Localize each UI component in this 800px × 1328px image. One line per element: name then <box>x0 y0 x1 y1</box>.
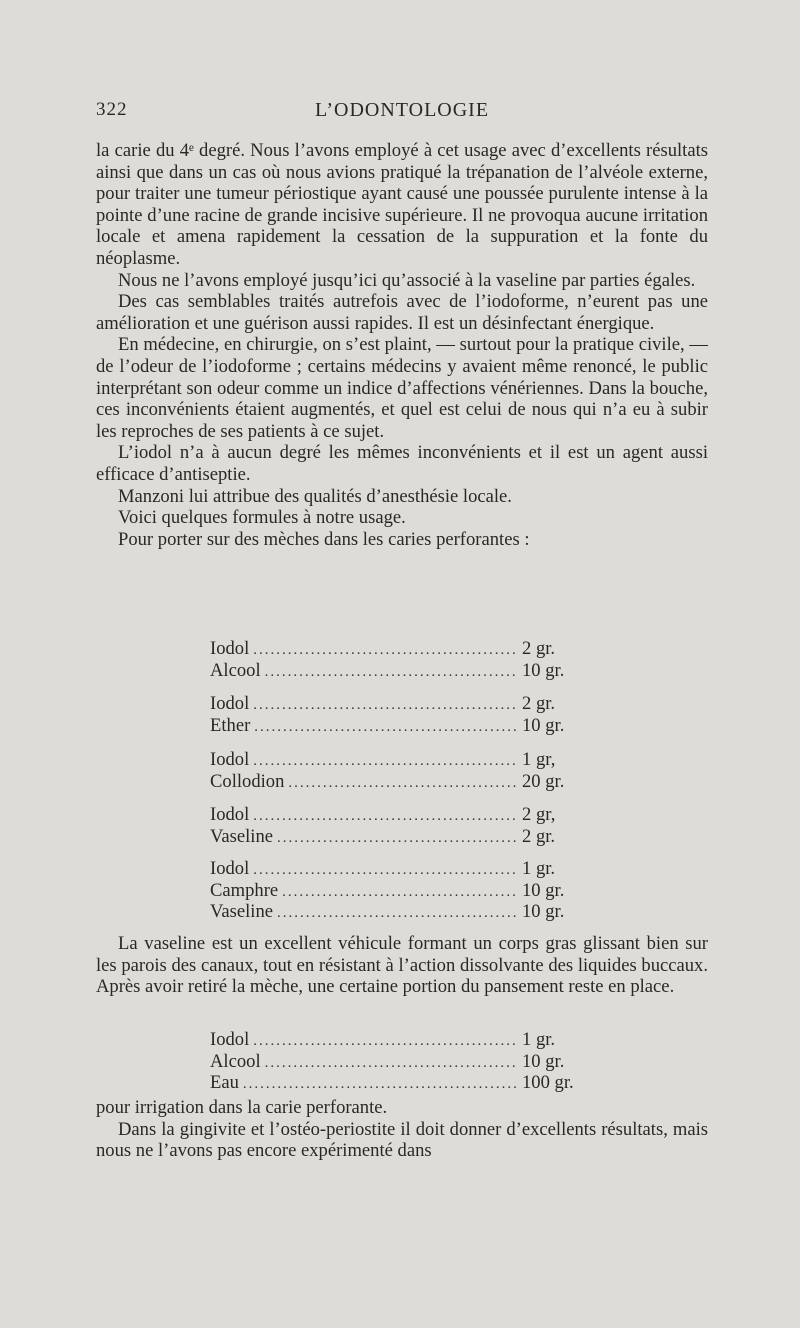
formula-row: Vaseline ..... 10 gr. <box>210 901 602 923</box>
leader-dots <box>254 717 518 739</box>
formula-row: Iodol ..... 1 gr, <box>210 749 602 771</box>
leader-dots <box>288 773 518 795</box>
paragraph: L’iodol n’a à aucun degré les mêmes inconvénients et il est un agent aussi efficace d’antiseptie. <box>96 442 708 485</box>
formula-row: Camphre ..... 10 gr. <box>210 880 602 902</box>
formula-row: Ether ..... 10 gr. <box>210 715 602 737</box>
text-block-top <box>96 140 708 550</box>
leader-dots <box>253 695 518 717</box>
formula-row: Alcool ..... 10 gr. <box>210 1051 602 1073</box>
page-header <box>96 99 708 125</box>
page-number: 322 <box>96 99 128 120</box>
paragraph: Pour porter sur des mèches dans les caries perforantes : <box>118 528 530 550</box>
leader-dots <box>253 1031 518 1053</box>
formula-row: Collodion ..... 20 gr. <box>210 771 602 793</box>
paragraph: Voici quelques formules à notre usage. <box>118 507 406 529</box>
formula-5 <box>210 858 602 923</box>
formula-row: Alcool ..... 10 gr. <box>210 660 602 682</box>
paragraph: Dans la gingivite et l’ostéo-periostite il doit donner d’excellents résultats, mais nous ne l’avons pas encore expérimenté dans <box>96 1118 708 1162</box>
formula-row: Iodol ..... 1 gr. <box>210 858 602 880</box>
formula-row: Vaseline ..... 2 gr. <box>210 826 602 848</box>
paragraph: En médecine, en chirurgie, on s’est plaint, — surtout pour la pratique civile, — de l’odeur de l’iodoforme ; certains médecins y avaient même renoncé, le public interprétant son odeur comme un indice d’affections vénériennes. Dans la bouche, ces inconvénients étaient augmentés, et quel est celui de nous qui n’a eu à subir les reproches de ses patients à ce sujet. <box>96 334 708 442</box>
running-title: L’ODONTOLOGIE <box>314 99 490 121</box>
formula-4 <box>210 804 602 847</box>
text-block-middle <box>96 933 708 998</box>
formula-3 <box>210 749 602 792</box>
paragraph: pour irrigation dans la carie perforante. <box>96 1097 388 1118</box>
formula-row: Iodol ..... 1 gr. <box>210 1029 602 1051</box>
leader-dots <box>277 903 518 925</box>
leader-dots <box>243 1074 518 1096</box>
leader-dots <box>282 882 518 904</box>
leader-dots <box>253 806 518 828</box>
paragraph-continuation: la carie du 4ᵉ degré. Nous l’avons employé à cet usage avec d’excellents résultats ainsi que dans un cas où nous avions pratiqué la trépanation de l’alvéole externe, pour traiter une tumeur périostique ayant causé une poussée purulente intense à la pointe d’une racine de grande incisive supérieure. Il ne provoqua aucune irritation locale et amena rapidement la cessation de la suppuration et la fonte du néoplasme. <box>96 140 708 269</box>
formula-row: Eau ..... 100 gr. <box>210 1072 602 1094</box>
leader-dots <box>253 640 518 662</box>
formula-row: Iodol ..... 2 gr, <box>210 804 602 826</box>
leader-dots <box>277 828 518 850</box>
formula-1 <box>210 638 602 681</box>
formula-irrigation <box>210 1029 602 1094</box>
leader-dots <box>253 751 518 773</box>
paragraph: La vaseline est un excellent véhicule formant un corps gras glissant bien sur les parois des canaux, tout en résistant à l’action dissolvante des liquides buccaux. Après avoir retiré la mèche, une certaine portion du pansement reste en place. <box>96 933 708 998</box>
paragraph: Nous ne l’avons employé jusqu’ici qu’associé à la vaseline par parties égales. <box>118 269 696 291</box>
leader-dots <box>265 662 518 684</box>
formula-2 <box>210 693 602 736</box>
paragraph: Manzoni lui attribue des qualités d’anesthésie locale. <box>118 485 512 507</box>
leader-dots <box>265 1053 518 1075</box>
leader-dots <box>253 860 518 882</box>
formula-row: Iodol ..... 2 gr. <box>210 693 602 715</box>
formula-row: Iodol ..... 2 gr. <box>210 638 602 660</box>
text-block-bottom <box>96 1097 708 1162</box>
paragraph: Des cas semblables traités autrefois avec de l’iodoforme, n’eurent pas une amélioration et une guérison aussi rapides. Il est un désinfectant énergique. <box>96 291 708 334</box>
